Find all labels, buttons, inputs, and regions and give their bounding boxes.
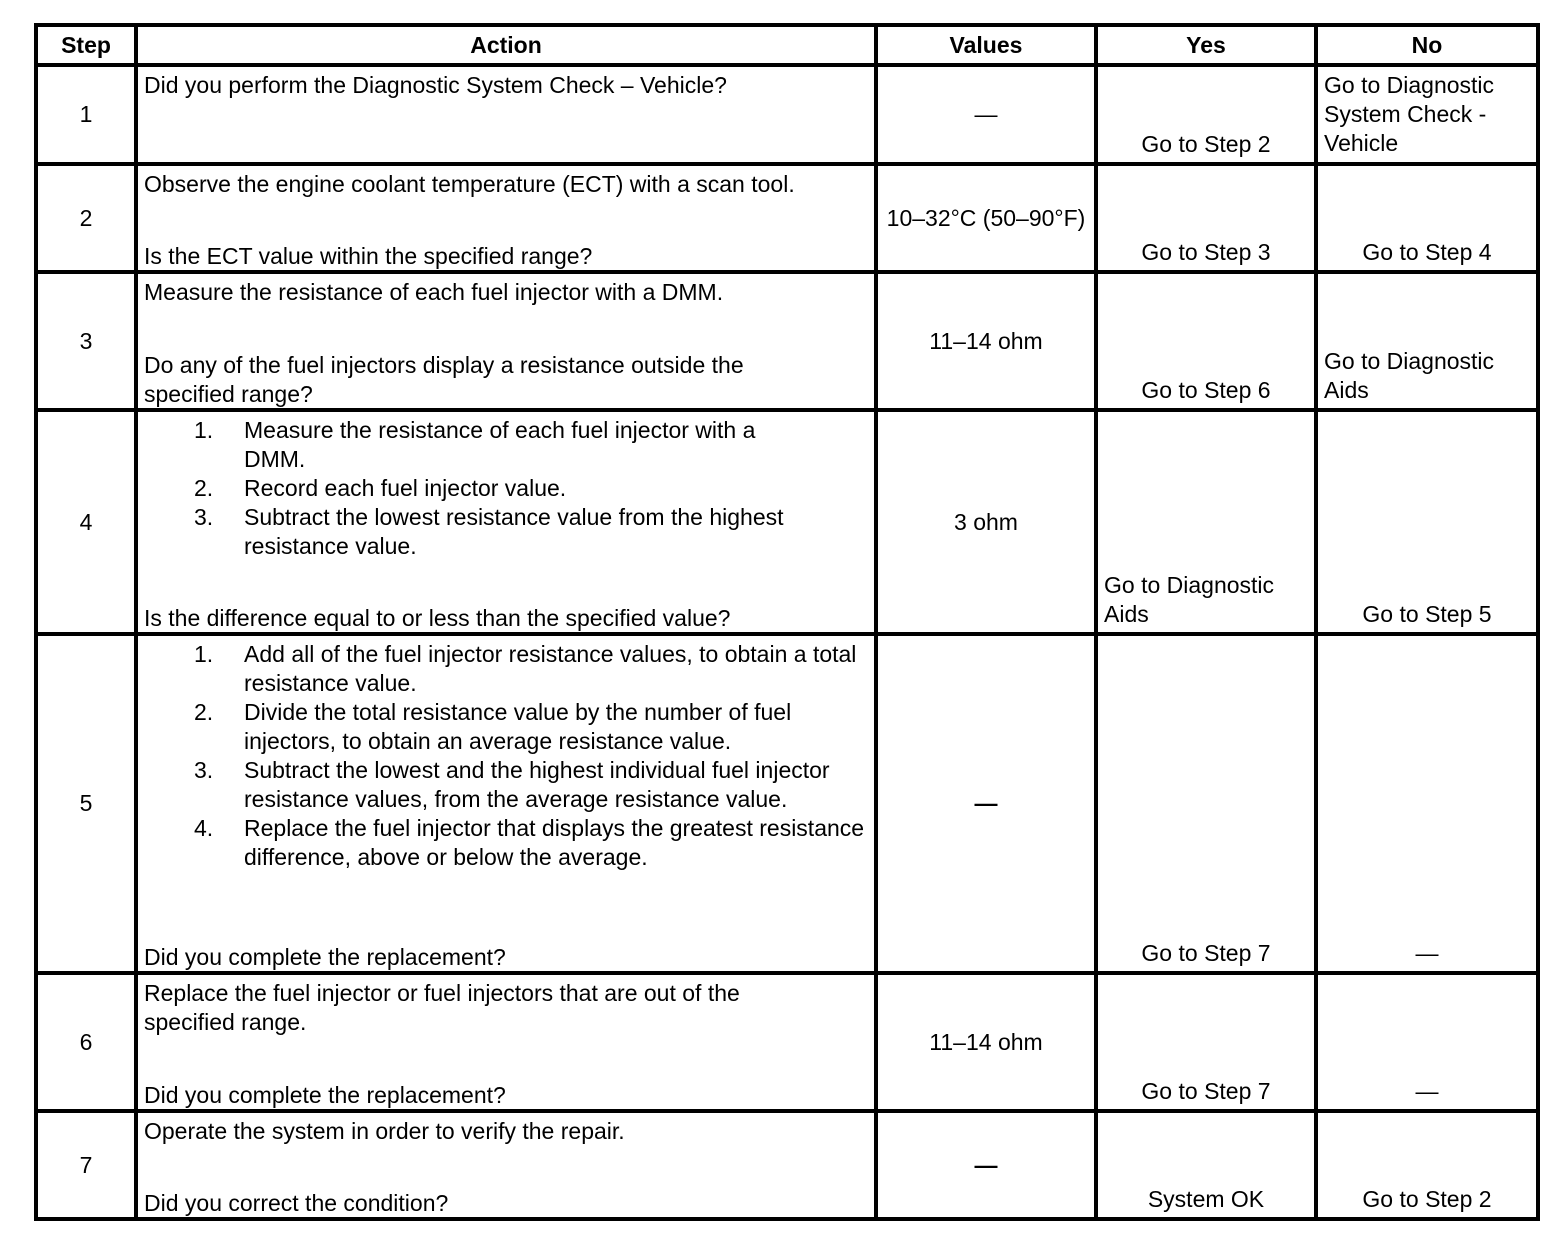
- action-question: Do any of the fuel injectors display a resistance outside the specified range?: [144, 352, 744, 407]
- step-number: 1: [36, 65, 136, 164]
- step-number: 6: [36, 973, 136, 1111]
- yes-cell: [1096, 164, 1316, 272]
- header-no: No: [1316, 25, 1538, 65]
- no-text: Go to Step 5: [1362, 601, 1492, 627]
- list-text: Add all of the fuel injector resistance values, to obtain a total resistance value.: [244, 641, 857, 696]
- list-item: [144, 756, 868, 814]
- action-text: Operate the system in order to verify the repair.: [144, 1118, 625, 1144]
- action-text: Did you perform the Diagnostic System Check – Vehicle?: [144, 72, 727, 98]
- value-cell: [876, 164, 1096, 272]
- action-steps-list: [144, 416, 868, 561]
- action-cell: [136, 164, 876, 272]
- value-cell: [876, 1111, 1096, 1219]
- table-row: [36, 65, 1538, 164]
- value-cell: [876, 272, 1096, 410]
- no-cell: [1316, 410, 1538, 634]
- list-item: [144, 640, 868, 698]
- header-yes: Yes: [1096, 25, 1316, 65]
- no-text: —: [1415, 1078, 1439, 1104]
- no-cell: [1316, 65, 1538, 164]
- header-action: Action: [136, 25, 876, 65]
- action-cell: [136, 973, 876, 1111]
- action-cell: [136, 272, 876, 410]
- list-item: [144, 474, 868, 503]
- step-number: 2: [36, 164, 136, 272]
- list-number: 3.: [194, 504, 214, 530]
- yes-text: Go to Diagnostic Aids: [1104, 572, 1275, 627]
- no-cell: [1316, 634, 1538, 973]
- value-cell: [876, 973, 1096, 1111]
- list-item: [144, 698, 868, 756]
- table-row: [36, 973, 1538, 1111]
- value-text: 3 ohm: [954, 508, 1018, 535]
- yes-cell: [1096, 65, 1316, 164]
- table-row: [36, 272, 1538, 410]
- action-cell: [136, 1111, 876, 1219]
- list-text: Subtract the lowest and the highest individual fuel injector resistance values, from the average resistance value.: [244, 757, 830, 812]
- table-row: [36, 1111, 1538, 1219]
- list-number: 2.: [194, 699, 214, 725]
- table-row: [36, 410, 1538, 634]
- action-text: Replace the fuel injector or fuel injectors that are out of the specified range.: [144, 980, 740, 1035]
- no-text: Go to Diagnostic System Check - Vehicle: [1324, 72, 1495, 156]
- value-cell: [876, 634, 1096, 973]
- header-step: Step: [36, 25, 136, 65]
- value-text: 10–32°C (50–90°F): [886, 204, 1086, 231]
- yes-text: Go to Step 3: [1141, 239, 1271, 265]
- diagnostic-table: [34, 23, 1540, 1221]
- list-number: 1.: [194, 641, 214, 667]
- value-text: —: [974, 1151, 998, 1178]
- yes-text: Go to Step 2: [1141, 131, 1271, 157]
- table-row: [36, 634, 1538, 973]
- yes-cell: [1096, 410, 1316, 634]
- list-item: [144, 814, 868, 872]
- table-row: [36, 164, 1538, 272]
- list-number: 4.: [194, 815, 214, 841]
- no-text: Go to Step 4: [1362, 239, 1492, 265]
- list-text: Subtract the lowest resistance value from the highest resistance value.: [244, 504, 784, 559]
- action-question: Did you complete the replacement?: [144, 944, 506, 970]
- list-number: 3.: [194, 757, 214, 783]
- list-number: 1.: [194, 417, 214, 443]
- value-cell: [876, 410, 1096, 634]
- no-cell: [1316, 1111, 1538, 1219]
- step-number: 5: [36, 634, 136, 973]
- yes-cell: [1096, 1111, 1316, 1219]
- action-question: Did you correct the condition?: [144, 1190, 449, 1216]
- no-cell: [1316, 272, 1538, 410]
- yes-cell: [1096, 973, 1316, 1111]
- no-text: —: [1415, 940, 1439, 966]
- value-text: 11–14 ohm: [929, 1028, 1043, 1055]
- action-question: Is the ECT value within the specified range?: [144, 243, 593, 269]
- action-steps-list: [144, 640, 868, 872]
- header-row: [36, 25, 1538, 65]
- value-text: —: [974, 101, 998, 127]
- value-text: —: [974, 790, 998, 816]
- yes-text: Go to Step 6: [1141, 377, 1271, 403]
- action-cell: [136, 410, 876, 634]
- action-text: Observe the engine coolant temperature (ECT) with a scan tool.: [144, 171, 795, 197]
- step-number: 3: [36, 272, 136, 410]
- yes-text: System OK: [1147, 1186, 1265, 1212]
- step-number: 4: [36, 410, 136, 634]
- list-item: [144, 416, 868, 474]
- list-number: 2.: [194, 475, 214, 501]
- action-cell: [136, 65, 876, 164]
- value-cell: [876, 65, 1096, 164]
- list-text: Record each fuel injector value.: [244, 475, 567, 501]
- no-cell: [1316, 164, 1538, 272]
- yes-cell: [1096, 634, 1316, 973]
- yes-text: Go to Step 7: [1141, 940, 1271, 966]
- header-values: Values: [876, 25, 1096, 65]
- action-question: Is the difference equal to or less than the specified value?: [144, 605, 731, 631]
- list-text: Divide the total resistance value by the number of fuel injectors, to obtain an average resistance value.: [244, 699, 792, 754]
- list-text: Replace the fuel injector that displays the greatest resistance difference, above or below the average.: [244, 815, 865, 870]
- list-item: [144, 503, 868, 561]
- step-number: 7: [36, 1111, 136, 1219]
- no-text: Go to Step 2: [1362, 1186, 1492, 1212]
- yes-text: Go to Step 7: [1141, 1078, 1271, 1104]
- yes-cell: [1096, 272, 1316, 410]
- no-cell: [1316, 973, 1538, 1111]
- no-text: Go to Diagnostic Aids: [1324, 348, 1495, 403]
- action-cell: [136, 634, 876, 973]
- value-text: 11–14 ohm: [929, 327, 1043, 354]
- list-text: Measure the resistance of each fuel injector with a DMM.: [244, 417, 756, 472]
- action-question: Did you complete the replacement?: [144, 1082, 506, 1108]
- action-text: Measure the resistance of each fuel injector with a DMM.: [144, 279, 724, 305]
